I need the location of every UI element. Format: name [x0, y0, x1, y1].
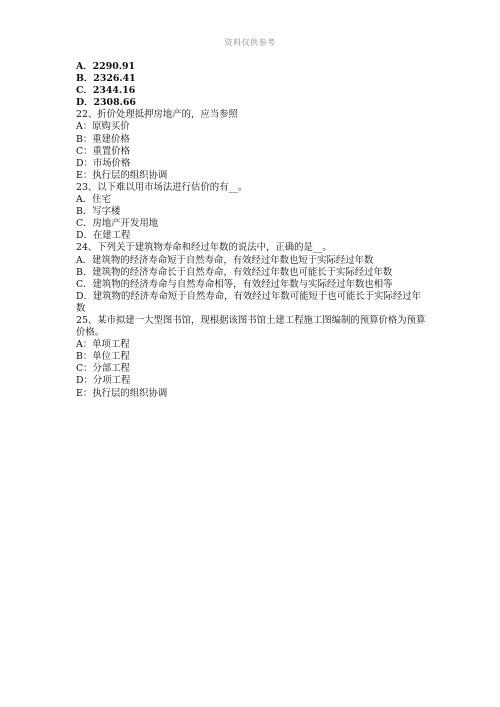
- q23-option-d: D．在建工程: [76, 230, 131, 242]
- q25-option-d: D：分项工程: [76, 375, 131, 387]
- question-22: 22、折价处理抵押房地产的，应当参照: [76, 109, 238, 121]
- q23-option-a: A．住宅: [76, 194, 111, 206]
- document-body: [76, 61, 428, 400]
- q24-option-d: D．建筑物的经济寿命短于自然寿命，有效经过年数可能短于也可能长于实际经过年数: [76, 290, 422, 314]
- q25-option-b: B：单位工程: [76, 351, 130, 363]
- q24-option-c: C．建筑物的经济寿命与自然寿命相等，有效经过年数与实际经过年数也相等: [76, 278, 393, 290]
- question-25: 25、某市拟建一大型图书馆，现根据该图书馆土建工程施工图编制的预算价格为预算价格。: [76, 314, 426, 339]
- q25-option-e: E：执行层的组织协调: [76, 387, 168, 399]
- q23-option-c: C．房地产开发用地: [76, 218, 159, 230]
- question-23: 23、以下难以用市场法进行估价的有__。: [76, 181, 248, 193]
- q24-option-b: B．建筑物的经济寿命长于自然寿命，有效经过年数也可能长于实际经过年数: [76, 266, 393, 278]
- q22-option-d: D：市场价格: [76, 157, 131, 169]
- q22-option-b: B：重建价格: [76, 133, 130, 145]
- q22-option-e: E：执行层的组织协调: [76, 169, 168, 181]
- option-a: A．2290.91: [76, 61, 136, 72]
- q25-option-a: A：单项工程: [76, 339, 130, 351]
- q25-option-c: C：分部工程: [76, 363, 131, 375]
- q24-option-a: A．建筑物的经济寿命短于自然寿命，有效经过年数也短于实际经过年数: [76, 254, 374, 266]
- page-header-watermark: 资料仅供参考: [224, 38, 276, 47]
- option-b: B．2326.41: [76, 73, 136, 85]
- option-c: C．2344.16: [76, 85, 136, 97]
- option-d: D．2308.66: [76, 97, 136, 109]
- q22-option-a: A：原购买价: [76, 121, 130, 133]
- q22-option-c: C：重置价格: [76, 145, 131, 157]
- question-24: 24、下列关于建筑物寿命和经过年数的说法中，正确的是__。: [76, 242, 332, 254]
- q23-option-b: B．写字楼: [76, 206, 121, 218]
